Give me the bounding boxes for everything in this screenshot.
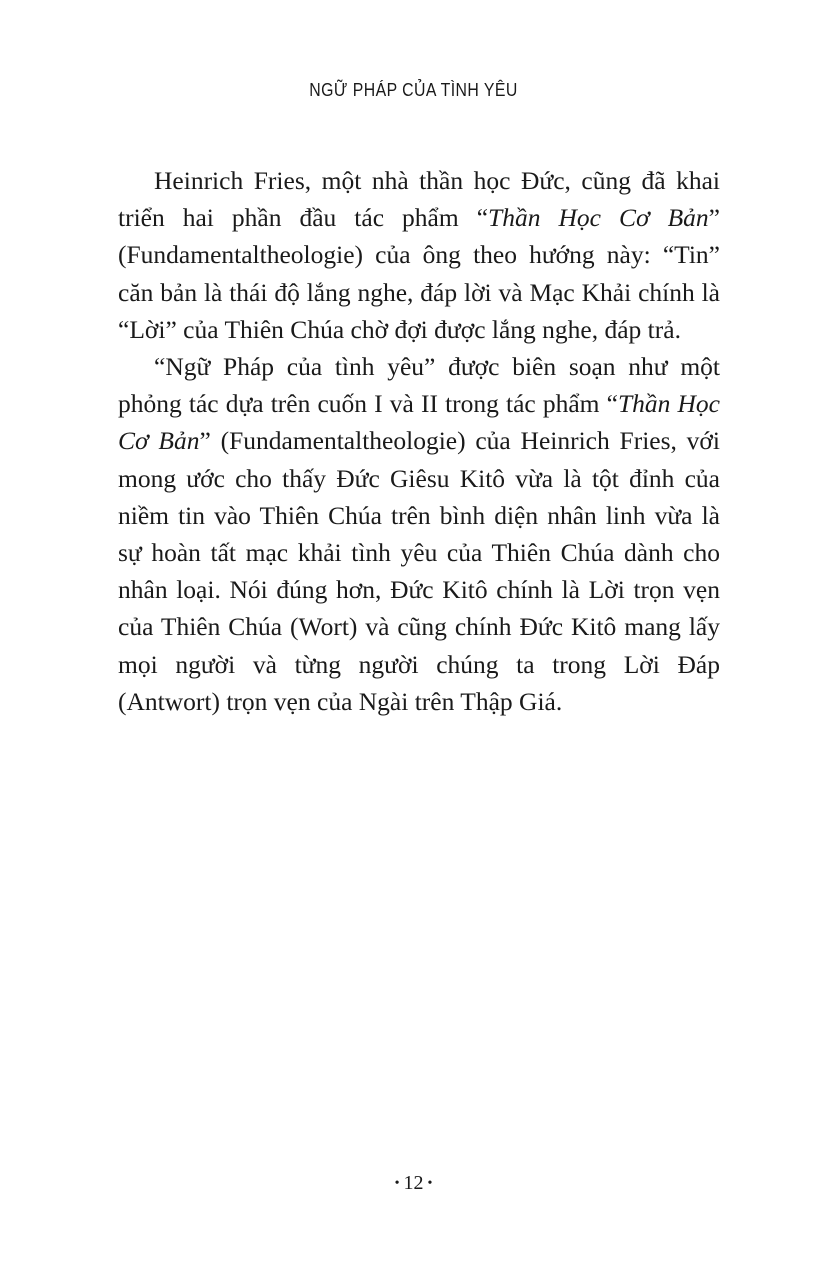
- paragraph-2-book-title: Thần Học Cơ Bản: [118, 389, 720, 456]
- page-folio: [0, 1172, 827, 1195]
- body-text: [118, 162, 720, 720]
- paragraph-2-segment-1: “Ngữ Pháp của tình yêu” được biên soạn như một phỏng tác dựa trên cuốn I và II trong tác phẩm “: [118, 352, 720, 419]
- paragraph-1-segment-3: ” (Fundamentaltheologie) của ông theo hướng này: “Tin” căn bản là thái độ lắng nghe, đáp lời và Mạc Khải chính là “Lời” của Thiên Chúa chờ đợi được lắng nghe, đáp trả.: [118, 203, 720, 344]
- folio-bullet-left: •: [394, 1176, 400, 1191]
- paragraph-1-segment-1: Heinrich Fries, một nhà thần học Đức, cũng đã khai triển hai phần đầu tác phẩm “: [118, 166, 720, 233]
- paragraph-2: [118, 348, 720, 720]
- paragraph-1: [118, 162, 720, 348]
- page-number: 12: [403, 1172, 424, 1194]
- paragraph-2-segment-3: ” (Fundamentaltheologie) của Heinrich Fries, với mong ước cho thấy Đức Giêsu Kitô vừa là tột đỉnh của niềm tin vào Thiên Chúa trên bình diện nhân linh vừa là sự hoàn tất mạc khải tình yêu của Thiên Chúa dành cho nhân loại. Nói đúng hơn, Đức Kitô chính là Lời trọn vẹn của Thiên Chúa (Wort) và cũng chính Đức Kitô mang lấy mọi người và từng người chúng ta trong Lời Đáp (Antwort) trọn vẹn của Ngài trên Thập Giá.: [118, 426, 720, 716]
- folio-bullet-right: •: [427, 1176, 433, 1191]
- running-header: NGỮ PHÁP CỦA TÌNH YÊU: [309, 80, 518, 100]
- paragraph-1-book-title: Thần Học Cơ Bản: [488, 203, 709, 233]
